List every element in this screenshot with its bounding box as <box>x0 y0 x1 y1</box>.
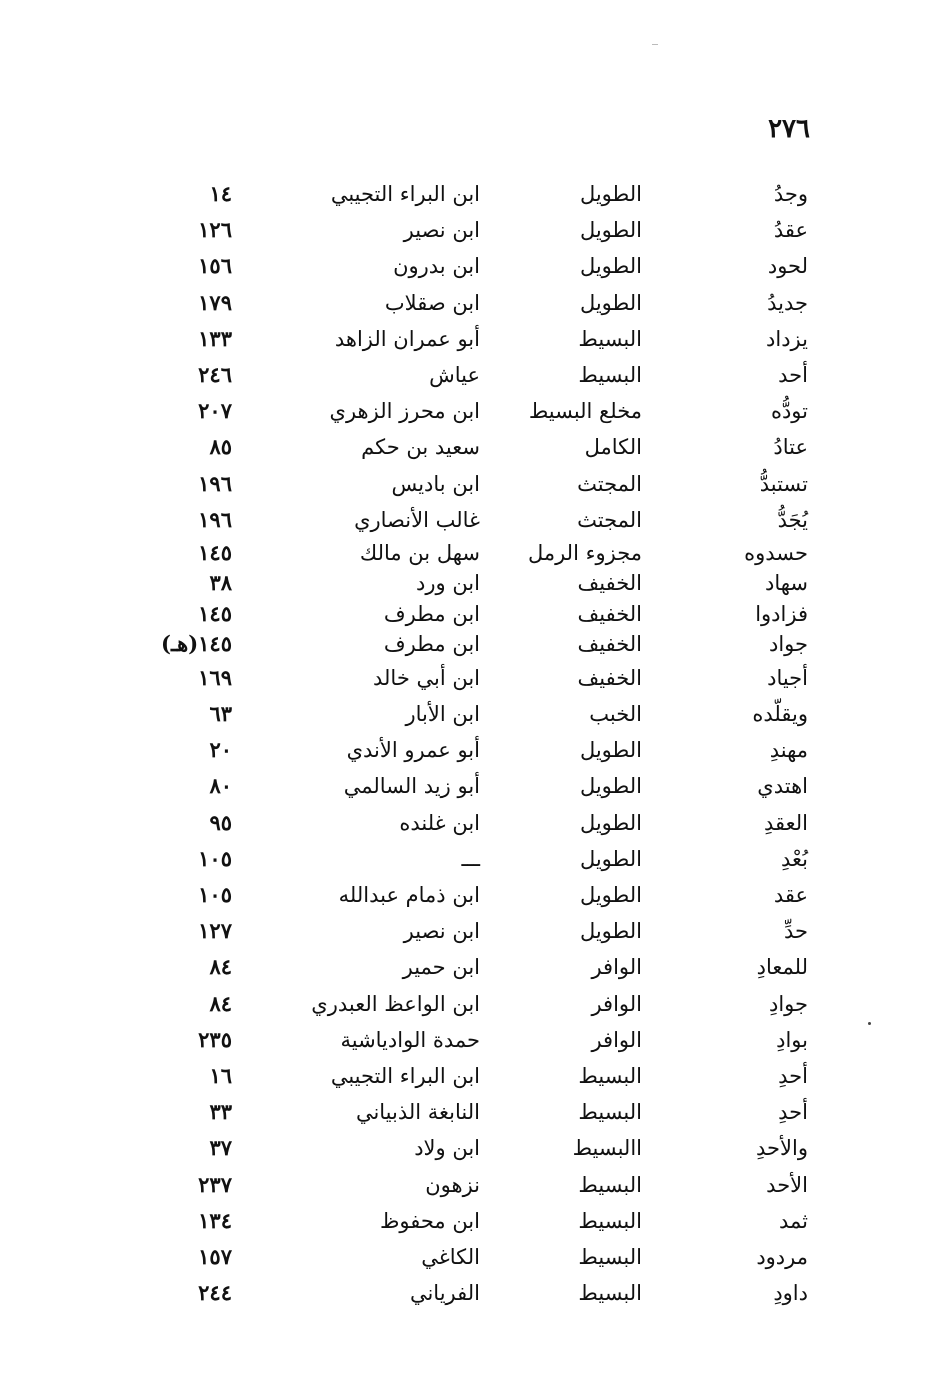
meter-name: البسيط <box>578 1244 642 1269</box>
poet-name: ابن الواعظ العبدري <box>311 991 480 1016</box>
meter-name: الخفيف <box>577 601 642 626</box>
table-row <box>0 1239 950 1275</box>
poet-name: ابن بدرون <box>393 254 480 279</box>
table-row <box>0 285 950 321</box>
meter-name: الوافر <box>591 955 642 980</box>
page-reference: ٢٣٥ <box>198 1026 232 1052</box>
poet-name: ابن الأبار <box>405 702 480 727</box>
meter-name: الطويل <box>579 810 642 835</box>
meter-name: الوافر <box>591 1027 642 1052</box>
table-row <box>0 1058 950 1094</box>
rhyme-word: ويقلّده <box>752 702 808 727</box>
meter-name: الطويل <box>579 919 642 944</box>
table-row <box>0 1022 950 1058</box>
meter-name: الطويل <box>579 774 642 799</box>
page-reference: ٣٧ <box>209 1135 232 1161</box>
poet-name: ابن ذمام عبدالله <box>338 883 480 907</box>
meter-name: البسيط <box>578 1063 642 1088</box>
table-row <box>0 660 950 696</box>
rhyme-word: تودُّه <box>770 399 808 424</box>
page-reference: ١٤ <box>209 181 232 206</box>
rhyme-word: وجدُ <box>773 182 808 206</box>
page-reference: ١٤٥(هـ) <box>161 631 232 657</box>
rhyme-word: مردود <box>756 1244 808 1269</box>
page-reference: ١٣٣ <box>198 325 232 351</box>
meter-name: الخبب <box>589 702 642 727</box>
page-reference: ١٩٦ <box>198 506 232 532</box>
page-reference: ٨٥ <box>209 434 232 460</box>
meter-name: المجتث <box>577 507 642 532</box>
table-row <box>0 599 950 630</box>
poet-name: ابن البراء التجيبي <box>330 1063 480 1088</box>
table-row <box>0 732 950 768</box>
meter-name: مجزوء الرمل <box>527 540 642 565</box>
table-row <box>0 429 950 465</box>
page-reference: ٣٣ <box>209 1099 232 1125</box>
page-reference: ١٣٤ <box>198 1207 232 1233</box>
poet-name: ابن حمير <box>402 955 480 980</box>
poet-name: ابن محفوظ <box>379 1208 480 1233</box>
table-row <box>0 1167 950 1203</box>
meter-name: المجتث <box>577 471 642 496</box>
poet-name: سعيد بن حكم <box>361 435 480 460</box>
poet-name: الفرياني <box>409 1281 480 1306</box>
page-reference: ٢٤٦ <box>198 361 232 387</box>
poet-name: ابن نصير <box>403 218 480 243</box>
table-row <box>0 949 950 985</box>
table-row <box>0 913 950 949</box>
rhyme-word: حدِّ <box>783 919 808 944</box>
rhyme-word: داودِ <box>773 1281 808 1306</box>
table-row <box>0 502 950 538</box>
meter-name: الطويل <box>579 218 642 243</box>
rhyme-word: عقدُ <box>773 218 808 243</box>
poet-name: أبو عمران الزاهد <box>334 326 480 351</box>
poet-name: ابن نصير <box>403 919 480 944</box>
rhyme-word: عتادُ <box>773 435 808 460</box>
poet-name: نزهون <box>425 1172 480 1197</box>
table-row <box>0 986 950 1022</box>
poet-name: ابن ورد <box>416 571 480 596</box>
table-row <box>0 1094 950 1130</box>
rhyme-word: الأحد <box>766 1172 808 1197</box>
page-reference: ١٤٥ <box>198 539 232 565</box>
poet-name: ابن مطرف <box>383 632 480 657</box>
table-row <box>0 176 950 212</box>
page-reference: ١٦ <box>209 1062 232 1088</box>
rhyme-word: بوادِ <box>776 1027 808 1052</box>
rhyme-word: جديدُ <box>767 290 808 315</box>
meter-name: الطويل <box>579 738 642 763</box>
meter-name: الكامل <box>584 435 642 460</box>
table-row <box>0 357 950 393</box>
poet-name: ابن غلنده <box>399 810 480 835</box>
poet-name: النابغة الذبياني <box>355 1100 480 1125</box>
meter-name: البسيط <box>578 1172 642 1197</box>
poet-name: أبو زيد السالمي <box>343 774 480 799</box>
page-reference: ٨٤ <box>209 990 232 1016</box>
meter-name: الخفيف <box>577 665 642 690</box>
rhyme-index-table <box>0 176 950 1311</box>
rhyme-word: حسدوه <box>744 540 808 565</box>
meter-name: البسيط <box>578 1281 642 1306</box>
table-row <box>0 248 950 284</box>
poet-name: ـــ <box>461 846 480 871</box>
rhyme-word: لحود <box>767 254 808 279</box>
meter-name: الطويل <box>579 182 642 206</box>
rhyme-word: أحدِ <box>778 1100 808 1125</box>
table-row <box>0 538 950 569</box>
rhyme-word: تستبدُّ <box>759 471 808 496</box>
page-reference: ٣٨ <box>209 570 232 596</box>
rhyme-word: أجياد <box>767 665 808 690</box>
page-reference: ١٦٩ <box>198 664 232 690</box>
meter-name: االبسيط <box>572 1136 642 1161</box>
page-reference: ١٠٥ <box>198 882 232 907</box>
page-reference: ١٥٧ <box>198 1243 232 1269</box>
rhyme-word: سهاد <box>764 571 808 596</box>
meter-name: البسيط <box>578 362 642 387</box>
page-reference: ١٧٩ <box>198 289 232 315</box>
rhyme-word: أحدِ <box>778 1063 808 1088</box>
table-row <box>0 1203 950 1239</box>
rhyme-word: يُجَدُّ <box>777 507 808 532</box>
meter-name: البسيط <box>578 326 642 351</box>
rhyme-word: أحد <box>778 362 808 387</box>
page-number: ٢٧٦ <box>768 114 810 144</box>
meter-name: الخفيف <box>577 571 642 596</box>
table-row <box>0 629 950 660</box>
rhyme-word: بُعْدِ <box>781 846 808 871</box>
table-row <box>0 841 950 877</box>
poet-name: حمدة الوادياشية <box>340 1027 480 1052</box>
table-row <box>0 805 950 841</box>
table-row <box>0 768 950 804</box>
page-reference: ٨٤ <box>209 954 232 980</box>
poet-name: ابن محرز الزهري <box>329 399 480 424</box>
table-row <box>0 1130 950 1166</box>
scan-speck <box>868 1022 871 1025</box>
poet-name: عياش <box>429 362 480 387</box>
page-reference: ١٩٦ <box>198 470 232 496</box>
meter-name: الطويل <box>579 846 642 871</box>
page-reference: ٢٠ <box>209 737 232 763</box>
rhyme-word: اهتدي <box>757 774 808 799</box>
page-reference: ١٢٦ <box>198 217 232 243</box>
page-reference: ٩٥ <box>209 809 232 835</box>
meter-name: البسيط <box>578 1100 642 1125</box>
rhyme-word: فزادوا <box>755 601 808 626</box>
poet-name: ابن ولاد <box>414 1136 480 1161</box>
rhyme-word: جواد <box>768 632 808 657</box>
poet-name: ابن مطرف <box>383 601 480 626</box>
meter-name: الطويل <box>579 290 642 315</box>
poet-name: الكاغي <box>421 1244 480 1269</box>
meter-name: الخفيف <box>577 632 642 657</box>
rhyme-word: مهندِ <box>769 738 808 763</box>
rhyme-word: للمعادِ <box>756 955 808 980</box>
meter-name: الطويل <box>579 883 642 907</box>
table-row <box>0 466 950 502</box>
table-row <box>0 321 950 357</box>
page-reference: ٢٠٧ <box>198 398 232 424</box>
scan-mark <box>652 44 658 45</box>
page-reference: ٨٠ <box>209 773 232 799</box>
page-reference: ٦٣ <box>209 701 232 727</box>
table-row <box>0 212 950 248</box>
rhyme-word: جوادِ <box>768 991 808 1016</box>
rhyme-word: العقدِ <box>763 810 808 835</box>
page-reference: ١٠٥ <box>198 845 232 871</box>
table-row <box>0 393 950 429</box>
poet-name: ابن باديس <box>391 471 480 496</box>
table-row <box>0 696 950 732</box>
meter-name: مخلع البسيط <box>528 399 642 424</box>
rhyme-word: والأحدِ <box>756 1136 808 1161</box>
poet-name: ابن البراء التجيبي <box>330 182 480 206</box>
page-reference: ٢٤٤ <box>198 1280 232 1306</box>
page-reference: ١٢٧ <box>198 918 232 944</box>
meter-name: الطويل <box>579 254 642 279</box>
poet-name: سهل بن مالك <box>359 540 480 565</box>
table-row <box>0 1275 950 1311</box>
poet-name: غالب الأنصاري <box>354 507 480 532</box>
table-row <box>0 568 950 599</box>
page-reference: ١٤٥ <box>198 600 232 626</box>
meter-name: الوافر <box>591 991 642 1016</box>
rhyme-word: ثمد <box>778 1208 808 1233</box>
poet-name: ابن صقلاب <box>384 290 480 315</box>
poet-name: أبو عمرو الأندي <box>346 738 480 763</box>
page-reference: ٢٣٧ <box>198 1171 232 1197</box>
table-row <box>0 877 950 913</box>
rhyme-word: عقد <box>773 883 808 907</box>
poet-name: ابن أبي خالد <box>373 665 480 690</box>
rhyme-word: يزداد <box>766 326 808 351</box>
meter-name: البسيط <box>578 1208 642 1233</box>
page-reference: ١٥٦ <box>198 253 232 279</box>
